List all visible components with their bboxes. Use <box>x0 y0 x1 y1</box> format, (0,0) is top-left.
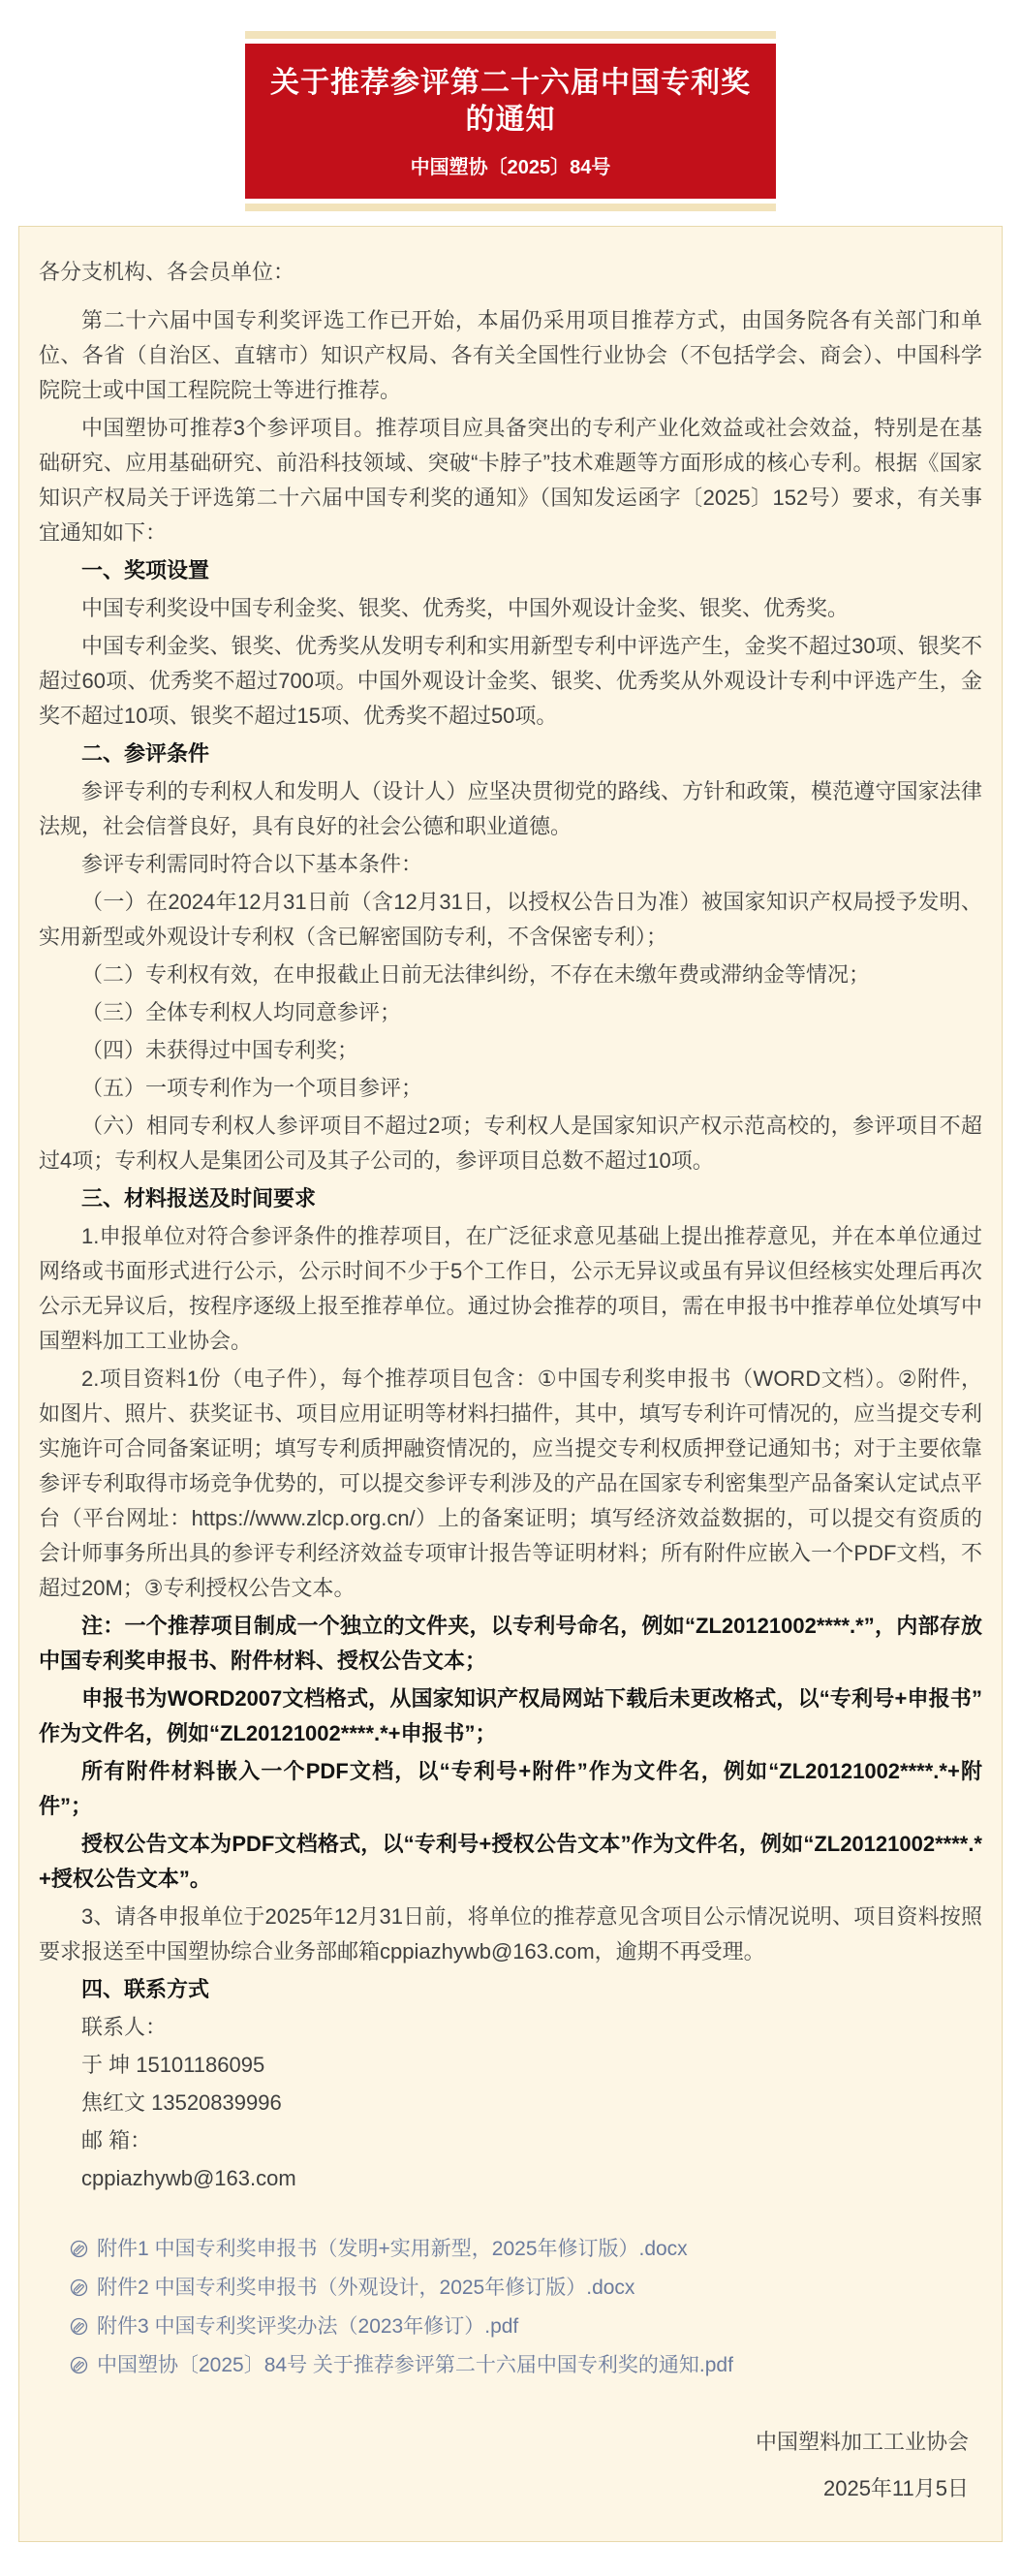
note-paragraph: 注：一个推荐项目制成一个独立的文件夹，以专利号命名，例如“ZL20121002****.*”，内部存放中国专利奖申报书、附件材料、授权公告文本； <box>39 1614 982 1673</box>
contact-line: 焦红文 13520839996 <box>81 2090 282 2115</box>
attachment-label: 附件2 中国专利奖申报书（外观设计，2025年修订版）.docx <box>97 2277 635 2299</box>
paragraph: 中国塑协可推荐3个参评项目。推荐项目应具备突出的专利产业化效益或社会效益，特别是在基础研究、应用基础研究、前沿科技领域、突破“卡脖子”技术难题等方面形成的核心专利。根据《国家知识产权局关于评选第二十六届中国专利奖的通知》（国知发运函字〔2025〕152号）要求，有关事宜通知如下： <box>39 416 982 545</box>
attachment-icon <box>70 2350 88 2386</box>
paragraph: 中国专利奖设中国专利金奖、银奖、优秀奖，中国外观设计金奖、银奖、优秀奖。 <box>81 596 850 620</box>
paragraph: 参评专利的专利权人和发明人（设计人）应坚决贯彻党的路线、方针和政策，模范遵守国家法律法规，社会信誉良好，具有良好的社会公德和职业道德。 <box>39 779 982 838</box>
paragraph: （六）相同专利权人参评项目不超过2项；专利权人是国家知识产权示范高校的，参评项目不超过4项；专利权人是集团公司及其子公司的，参评项目总数不超过10项。 <box>39 1114 982 1173</box>
paragraph: （五）一项专利作为一个项目参评； <box>81 1076 423 1100</box>
banner-red-box <box>245 44 776 199</box>
note-paragraph: 所有附件材料嵌入一个PDF文档，以“专利号+附件”作为文件名，例如“ZL20121002****.*+附件”； <box>39 1759 982 1818</box>
section-heading: 三、材料报送及时间要求 <box>81 1186 317 1210</box>
page-bottom-space <box>0 2542 1021 2576</box>
notice-banner <box>245 31 776 211</box>
signature-date: 2025年11月5日 <box>822 2476 969 2500</box>
attachment-icon <box>70 2234 88 2270</box>
banner-strip-bottom <box>245 204 776 211</box>
banner-strip-top <box>245 31 776 39</box>
section-heading: 一、奖项设置 <box>81 558 210 582</box>
note-paragraph: 申报书为WORD2007文档格式，从国家知识产权局网站下载后未更改格式，以“专利号+申报书”作为文件名，例如“ZL20121002****.*+申报书”； <box>39 1686 982 1745</box>
paragraph: （一）在2024年12月31日前（含12月31日，以授权公告日为准）被国家知识产权局授予发明、实用新型或外观设计专利权（含已解密国防专利，不含保密专利）； <box>39 890 982 949</box>
signature-block <box>39 2419 982 2512</box>
signature-org: 中国塑料加工工业协会 <box>755 2430 969 2454</box>
contact-line: 联系人： <box>81 2015 168 2039</box>
notice-body <box>18 226 1003 2542</box>
paragraph: （二）专利权有效，在申报截止日前无法律纠纷，不存在未缴年费或滞纳金等情况； <box>81 962 871 987</box>
attachment-link[interactable] <box>70 2347 982 2386</box>
section-heading: 四、联系方式 <box>81 1977 210 2001</box>
notice-doc-number: 中国塑协〔2025〕84号 <box>410 157 611 178</box>
paragraph: 第二十六届中国专利奖评选工作已开始，本届仍采用项目推荐方式，由国务院各有关部门和单位、各省（自治区、直辖市）知识产权局、各有关全国性行业协会（不包括学会、商会）、中国科学院院士或中国工程院院士等进行推荐。 <box>39 308 982 402</box>
section-heading: 二、参评条件 <box>81 741 210 766</box>
salutation: 各分支机构、各会员单位： <box>39 260 295 284</box>
attachment-link[interactable] <box>70 2231 982 2270</box>
note-paragraph: 授权公告文本为PDF文档格式，以“专利号+授权公告文本”作为文件名，例如“ZL20121002****.*+授权公告文本”。 <box>39 1832 982 1891</box>
attachment-label: 中国塑协〔2025〕84号 关于推荐参评第二十六届中国专利奖的通知.pdf <box>97 2354 733 2376</box>
attachment-label: 附件1 中国专利奖申报书（发明+实用新型，2025年修订版）.docx <box>97 2238 688 2260</box>
paragraph: （四）未获得过中国专利奖； <box>81 1038 359 1062</box>
contact-line: cppiazhywb@163.com <box>81 2166 296 2190</box>
contact-line: 于 坤 15101186095 <box>81 2053 265 2077</box>
attachment-link[interactable] <box>70 2309 982 2347</box>
paragraph: 2.项目资料1份（电子件），每个推荐项目包含：①中国专利奖申报书（WORD文档）。②附件，如图片、照片、获奖证书、项目应用证明等材料扫描件，其中，填写专利许可情况的，应当提交专利实施许可合同备案证明；填写专利质押融资情况的，应当提交专利权质押登记通知书；对于主要依靠参评专利取得市场竞争优势的，可以提交参评专利涉及的产品在国家专利密集型产品备案认定试点平台（平台网址：https://www.zlcp.org.cn/）上的备案证明；填写经济效益数据的，可以提交有资质的会计师事务所出具的参评专利经济效益专项审计报告等证明材料；所有附件应嵌入一个PDF文档，不超过20M；③专利授权公告文本。 <box>39 1367 982 1600</box>
paragraph: （三）全体专利权人均同意参评； <box>81 1000 402 1024</box>
notice-paragraphs <box>39 255 982 2196</box>
attachment-icon <box>70 2311 88 2347</box>
contact-line: 邮 箱： <box>81 2128 152 2152</box>
paragraph: 中国专利金奖、银奖、优秀奖从发明专利和实用新型专利中评选产生，金奖不超过30项、银奖不超过60项、优秀奖不超过700项。中国外观设计金奖、银奖、优秀奖从外观设计专利中评选产生，金奖不超过10项、银奖不超过15项、优秀奖不超过50项。 <box>39 634 982 728</box>
attachment-icon <box>70 2273 88 2309</box>
attachment-label: 附件3 中国专利奖评奖办法（2023年修订）.pdf <box>97 2315 519 2338</box>
paragraph: 3、请各申报单位于2025年12月31日前，将单位的推荐意见含项目公示情况说明、项目资料按照要求报送至中国塑协综合业务部邮箱cppiazhywb@163.com，逾期不再受理。 <box>39 1904 982 1963</box>
paragraph: 1.申报单位对符合参评条件的推荐项目，在广泛征求意见基础上提出推荐意见，并在本单位通过网络或书面形式进行公示，公示时间不少于5个工作日，公示无异议或虽有异议但经核实处理后再次公示无异议后，按程序逐级上报至推荐单位。通过协会推荐的项目，需在申报书中推荐单位处填写中国塑料加工工业协会。 <box>39 1224 982 1353</box>
paragraph: 参评专利需同时符合以下基本条件： <box>81 852 423 876</box>
notice-title: 关于推荐参评第二十六届中国专利奖的通知 <box>270 67 751 136</box>
attachment-list <box>39 2231 982 2386</box>
attachment-link[interactable] <box>70 2270 982 2309</box>
